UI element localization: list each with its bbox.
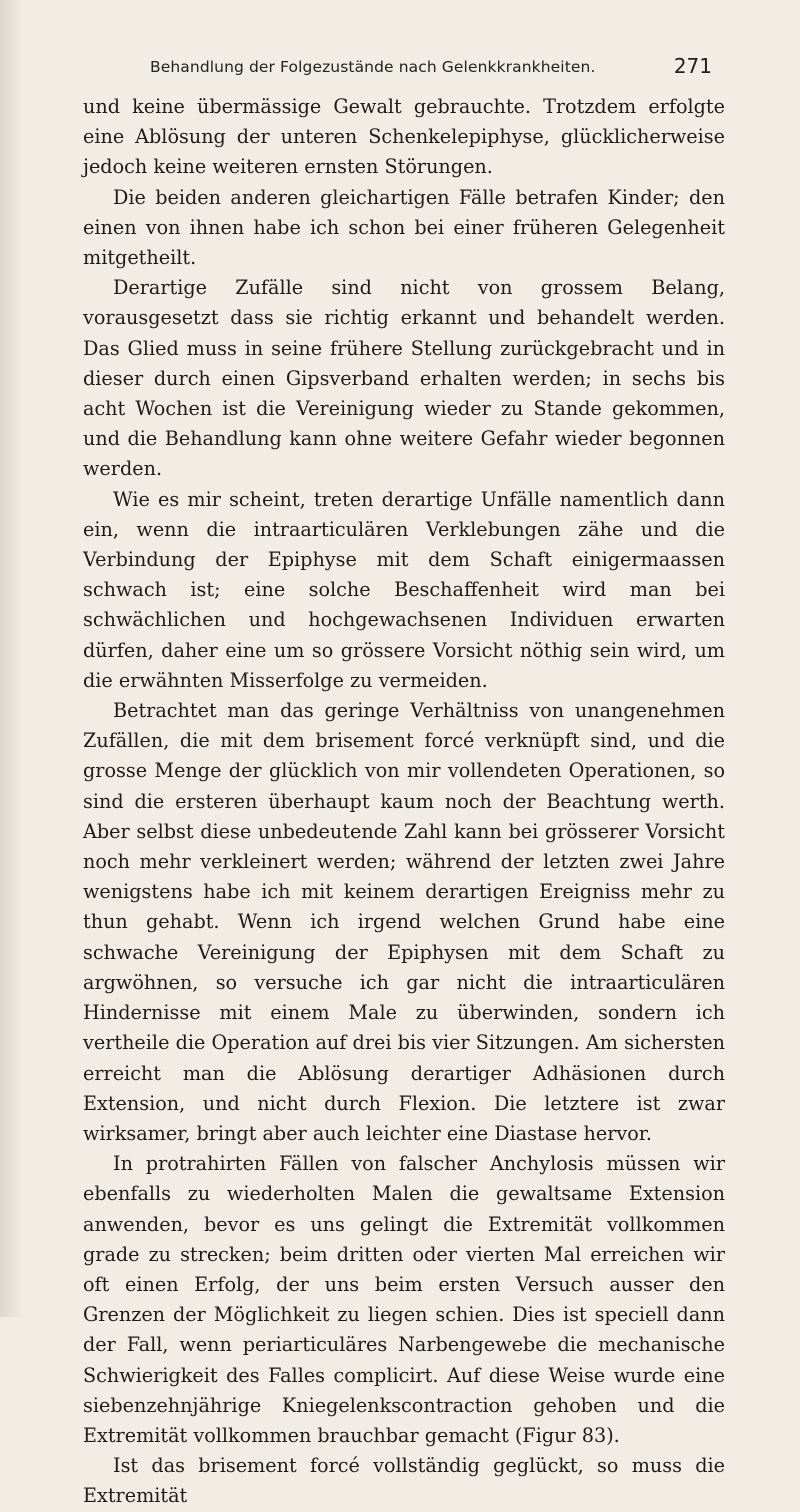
page-header — [150, 54, 712, 82]
body-text — [83, 92, 725, 1512]
paragraph: Betrachtet man das geringe Verhältniss von unangenehmen Zufällen, die mit dem brisement forcé verknüpft sind, und die grosse Menge der glücklich von mir vollendeten Operationen, so sind die ersteren überhaupt kaum noch der Beachtung werth. Aber selbst diese unbedeutende Zahl kann bei grösserer Vorsicht noch mehr verkleinert werden; während der letzten zwei Jahre wenigstens habe ich mit keinem derartigen Ereigniss mehr zu thun gehabt. Wenn ich irgend welchen Grund habe eine schwache Vereinigung der Epiphysen mit dem Schaft zu argwöhnen, so versuche ich gar nicht die intraarticulären Hindernisse mit einem Male zu überwinden, sondern ich vertheile die Operation auf drei bis vier Sitzungen. Am sichersten erreicht man die Ablösung derartiger Adhäsionen durch Extension, und nicht durch Flexion. Die letztere ist zwar wirksamer, bringt aber auch leichter eine Diastase hervor. — [83, 699, 725, 1145]
paragraph: In protrahirten Fällen von falscher Anchylosis müssen wir ebenfalls zu wiederholten Malen die gewaltsame Extension anwenden, bevor es uns gelingt die Extremität vollkommen grade zu strecken; beim dritten oder vierten Mal erreichen wir oft einen Erfolg, der uns beim ersten Versuch ausser den Grenzen der Möglichkeit zu liegen schien. Dies ist speciell dann der Fall, wenn periarticuläres Narbengewebe die mechanische Schwierigkeit des Falles complicirt. Auf diese Weise wurde eine siebenzehnjährige Kniegelenkscontraction gehoben und die Extremität vollkommen brauchbar gemacht (Figur 83). — [83, 1152, 725, 1447]
page-gutter-shadow — [0, 0, 22, 1317]
page-number: 271 — [673, 54, 712, 78]
paragraph: Derartige Zufälle sind nicht von grossem Belang, vorausgesetzt dass sie richtig erkannt und behandelt werden. Das Glied muss in seine frühere Stellung zurückgebracht und in dieser durch einen Gipsverband erhalten werden; in sechs bis acht Wochen ist die Vereinigung wieder zu Stande gekommen, und die Behandlung kann ohne weitere Gefahr wieder begonnen werden. — [83, 276, 725, 481]
paragraph: Ist das brisement forcé vollständig geglückt, so muss die Extremität — [83, 1454, 725, 1508]
paragraph: und keine übermässige Gewalt gebrauchte. Trotzdem erfolgte eine Ablösung der unteren Schenkelepiphyse, glücklicherweise jedoch keine weiteren ernsten Störungen. — [83, 95, 725, 179]
paragraph: Wie es mir scheint, treten derartige Unfälle namentlich dann ein, wenn die intraarticulären Verklebungen zähe und die Verbindung der Epiphyse mit dem Schaft einigermaassen schwach ist; eine solche Beschaffenheit wird man bei schwächlichen und hochgewachsenen Individuen erwarten dürfen, daher eine um so grössere Vorsicht nöthig sein wird, um die erwähnten Misserfolge zu vermeiden. — [83, 487, 725, 692]
paragraph: Die beiden anderen gleichartigen Fälle betrafen Kinder; den einen von ihnen habe ich schon bei einer früheren Gelegenheit mitgetheilt. — [83, 185, 725, 270]
running-head: Behandlung der Folgezustände nach Gelenkkrankheiten. — [150, 58, 596, 76]
